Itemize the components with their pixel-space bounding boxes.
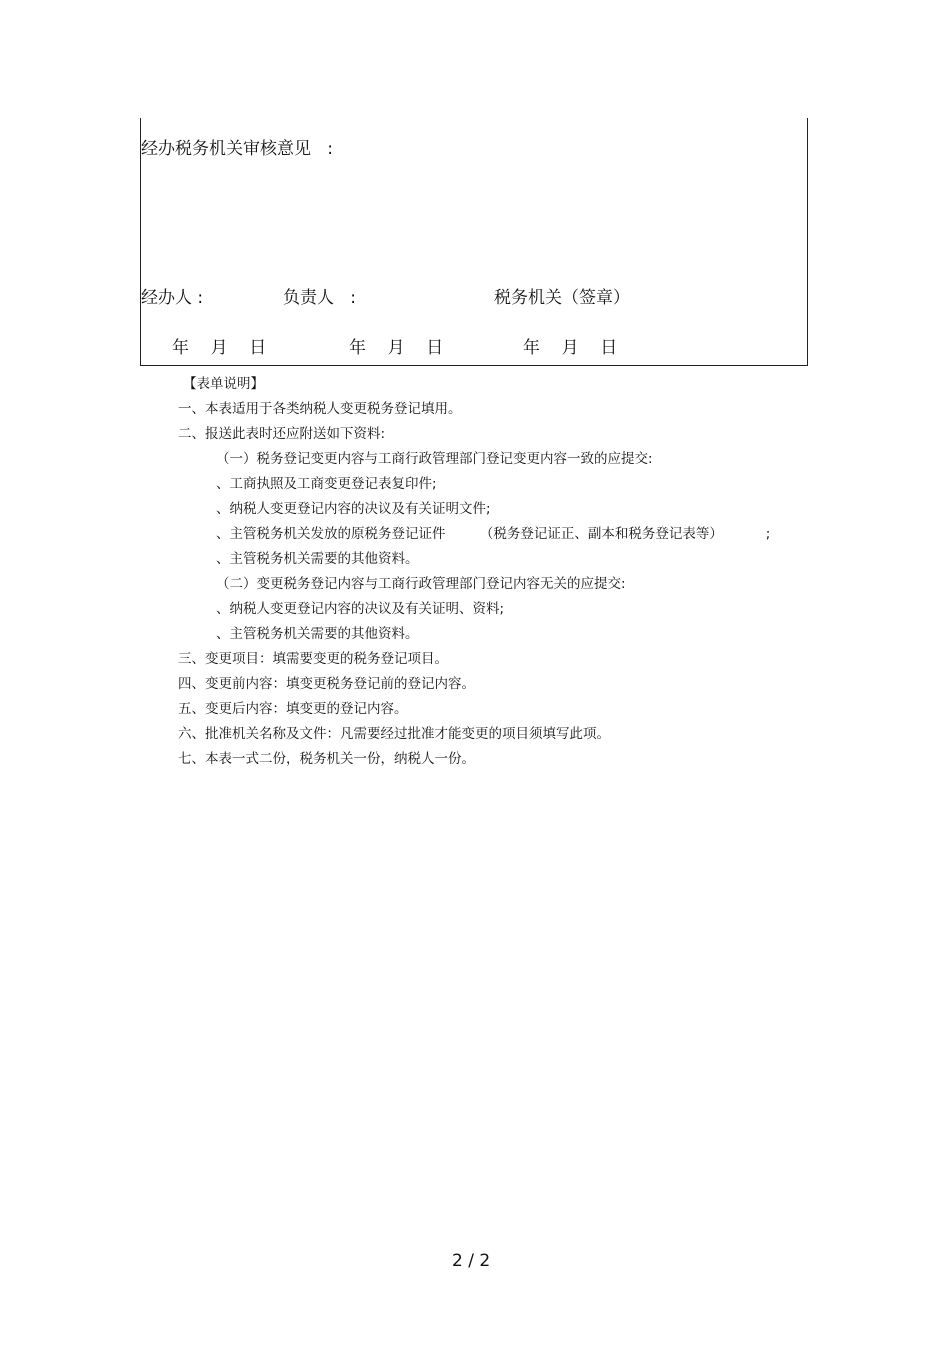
instruction-line: （一）税务登记变更内容与工商行政管理部门登记变更内容一致的应提交: <box>216 451 653 467</box>
instruction-line: 、纳税人变更登记内容的决议及有关证明、资料; <box>216 601 505 617</box>
instruction-line: 六、批准机关名称及文件：凡需要经过批准才能变更的项目须填写此项。 <box>178 726 610 742</box>
instruction-line: 七、本表一式二份，税务机关一份，纳税人一份。 <box>178 751 475 767</box>
tax-authority-seal-label: 税务机关（签章） <box>494 288 630 308</box>
page-indicator: 2 / 2 <box>452 1251 491 1271</box>
instruction-line: 、主管税务机关发放的原税务登记证件 （税务登记证正、副本和税务登记表等） ; <box>216 526 771 542</box>
date-authority: 年 月 日 <box>523 338 618 358</box>
date-responsible: 年 月 日 <box>349 338 444 358</box>
instruction-line: 五、变更后内容：填变更的登记内容。 <box>178 701 408 717</box>
instruction-line: 、主管税务机关需要的其他资料。 <box>216 626 419 642</box>
instructions-header: 【表单说明】 <box>183 376 264 392</box>
instruction-line: 一、本表适用于各类纳税人变更税务登记填用。 <box>178 401 462 417</box>
instruction-line: 、主管税务机关需要的其他资料。 <box>216 551 419 567</box>
instruction-line: 、工商执照及工商变更登记表复印件; <box>216 476 437 492</box>
instruction-line: （二）变更税务登记内容与工商行政管理部门登记内容无关的应提交: <box>216 576 626 592</box>
instruction-line: 、纳税人变更登记内容的决议及有关证明文件; <box>216 501 491 517</box>
instruction-line: 四、变更前内容：填变更税务登记前的登记内容。 <box>178 676 475 692</box>
review-opinion-label: 经办税务机关审核意见 : <box>141 139 333 159</box>
instruction-line: 二、报送此表时还应附送如下资料: <box>178 426 386 442</box>
instruction-line: 三、变更项目：填需要变更的税务登记项目。 <box>178 651 448 667</box>
handler-label: 经办人 : <box>141 288 204 308</box>
responsible-label: 负责人 : <box>283 288 356 308</box>
date-handler: 年 月 日 <box>172 338 267 358</box>
